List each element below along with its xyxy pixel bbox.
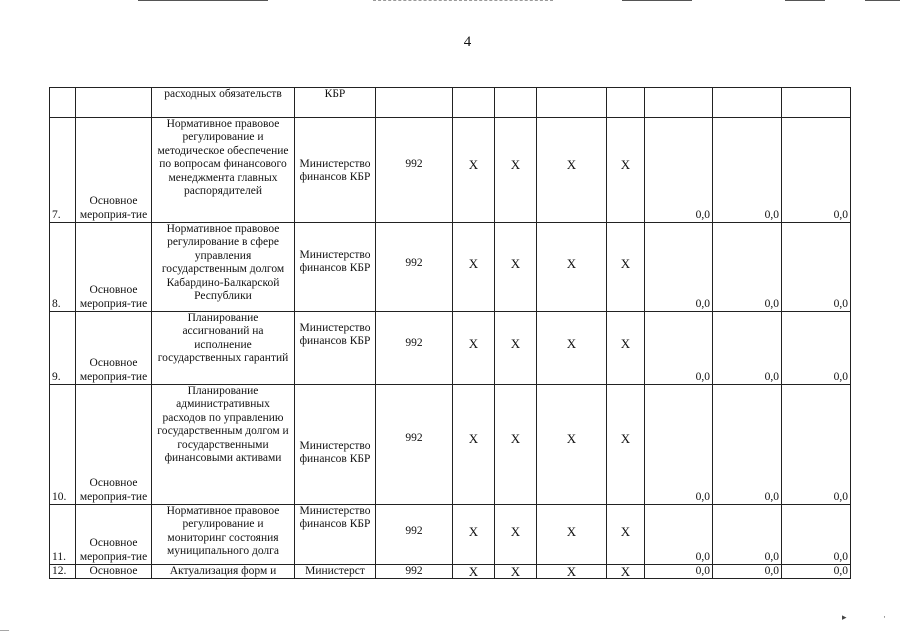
measure-name: Актуализация форм и — [152, 565, 295, 579]
value-cell: 0,0 — [782, 118, 851, 223]
x-cell — [495, 88, 537, 118]
page-number: 4 — [463, 34, 472, 50]
value-cell: 0,0 — [782, 505, 851, 565]
x-cell: X — [453, 223, 495, 312]
measure-name: Нормативное правовое регулирование в сфере управления государственным долгом Кабардино-Балкарской Республики — [152, 223, 295, 312]
row-number: 12. — [50, 565, 76, 579]
executor: Министерство финансов КБР — [295, 505, 376, 565]
scan-edge-line — [622, 0, 692, 1]
value-cell: 0,0 — [645, 223, 713, 312]
x-cell: X — [495, 118, 537, 223]
x-cell: X — [607, 385, 645, 505]
x-cell: X — [495, 312, 537, 385]
value-cell — [645, 88, 713, 118]
x-cell — [537, 88, 607, 118]
x-cell: X — [607, 505, 645, 565]
value-cell: 0,0 — [713, 385, 782, 505]
measure-type — [76, 88, 152, 118]
scan-edge-line — [785, 0, 825, 1]
measure-type: Основное мероприя-тие — [76, 312, 152, 385]
x-cell: X — [495, 505, 537, 565]
value-cell: 0,0 — [782, 312, 851, 385]
measure-name: Нормативное правовое регулирование и мониторинг состояния муниципального долга — [152, 505, 295, 565]
scan-artifact-mark: — — [0, 625, 9, 635]
scan-artifact-mark: · — [883, 612, 886, 622]
table-row — [50, 385, 851, 505]
table-row — [50, 88, 851, 118]
table-row — [50, 312, 851, 385]
x-cell: X — [607, 565, 645, 579]
x-cell: X — [537, 385, 607, 505]
scan-edge-line — [373, 0, 553, 1]
table-row — [50, 223, 851, 312]
x-cell: X — [495, 385, 537, 505]
budget-code: 992 — [376, 118, 453, 223]
x-cell: X — [495, 223, 537, 312]
x-cell: X — [537, 312, 607, 385]
measure-name: Планирование ассигнований на исполнение государственных гарантий — [152, 312, 295, 385]
value-cell: 0,0 — [713, 223, 782, 312]
row-number: 8. — [50, 223, 76, 312]
table-row — [50, 505, 851, 565]
executor: Министерство финансов КБР — [295, 312, 376, 385]
x-cell: X — [537, 505, 607, 565]
value-cell: 0,0 — [782, 385, 851, 505]
x-cell: X — [453, 565, 495, 579]
x-cell: X — [537, 223, 607, 312]
measures-table — [49, 87, 851, 579]
measure-type: Основное — [76, 565, 152, 579]
table-row — [50, 565, 851, 579]
row-number — [50, 88, 76, 118]
row-number: 11. — [50, 505, 76, 565]
value-cell: 0,0 — [645, 505, 713, 565]
budget-code: 992 — [376, 565, 453, 579]
measure-type: Основное мероприя-тие — [76, 118, 152, 223]
x-cell: X — [453, 505, 495, 565]
x-cell: X — [607, 223, 645, 312]
scan-edge-line — [138, 0, 268, 1]
value-cell: 0,0 — [645, 118, 713, 223]
measure-type: Основное мероприя-тие — [76, 505, 152, 565]
executor: Министерство финансов КБР — [295, 118, 376, 223]
x-cell: X — [607, 312, 645, 385]
executor: КБР — [295, 88, 376, 118]
scan-artifact-mark: ▸ — [842, 612, 847, 622]
x-cell: X — [453, 385, 495, 505]
x-cell: X — [537, 565, 607, 579]
table-row — [50, 118, 851, 223]
budget-code: 992 — [376, 505, 453, 565]
value-cell — [713, 88, 782, 118]
measure-name: Планирование административных расходов по управлению государственным долгом и государственными финансовыми активами — [152, 385, 295, 505]
x-cell — [607, 88, 645, 118]
measure-type: Основное мероприя-тие — [76, 385, 152, 505]
x-cell — [453, 88, 495, 118]
executor: Министерство финансов КБР — [295, 385, 376, 505]
row-number: 10. — [50, 385, 76, 505]
value-cell: 0,0 — [645, 565, 713, 579]
budget-code: 992 — [376, 385, 453, 505]
measure-type: Основное мероприя-тие — [76, 223, 152, 312]
value-cell: 0,0 — [782, 565, 851, 579]
x-cell: X — [607, 118, 645, 223]
x-cell: X — [453, 118, 495, 223]
row-number: 7. — [50, 118, 76, 223]
measure-name: Нормативное правовое регулирование и методическое обеспечение по вопросам финансового менеджмента главных распорядителей — [152, 118, 295, 223]
value-cell: 0,0 — [713, 505, 782, 565]
budget-code — [376, 88, 453, 118]
row-number: 9. — [50, 312, 76, 385]
x-cell: X — [537, 118, 607, 223]
value-cell: 0,0 — [713, 565, 782, 579]
x-cell: X — [495, 565, 537, 579]
measure-name: расходных обязательств — [152, 88, 295, 118]
x-cell: X — [453, 312, 495, 385]
executor: Министерст — [295, 565, 376, 579]
budget-code: 992 — [376, 312, 453, 385]
value-cell: 0,0 — [645, 312, 713, 385]
scan-edge-line — [865, 0, 900, 1]
value-cell: 0,0 — [645, 385, 713, 505]
executor: Министерство финансов КБР — [295, 223, 376, 312]
value-cell — [782, 88, 851, 118]
value-cell: 0,0 — [713, 312, 782, 385]
value-cell: 0,0 — [782, 223, 851, 312]
budget-code: 992 — [376, 223, 453, 312]
value-cell: 0,0 — [713, 118, 782, 223]
